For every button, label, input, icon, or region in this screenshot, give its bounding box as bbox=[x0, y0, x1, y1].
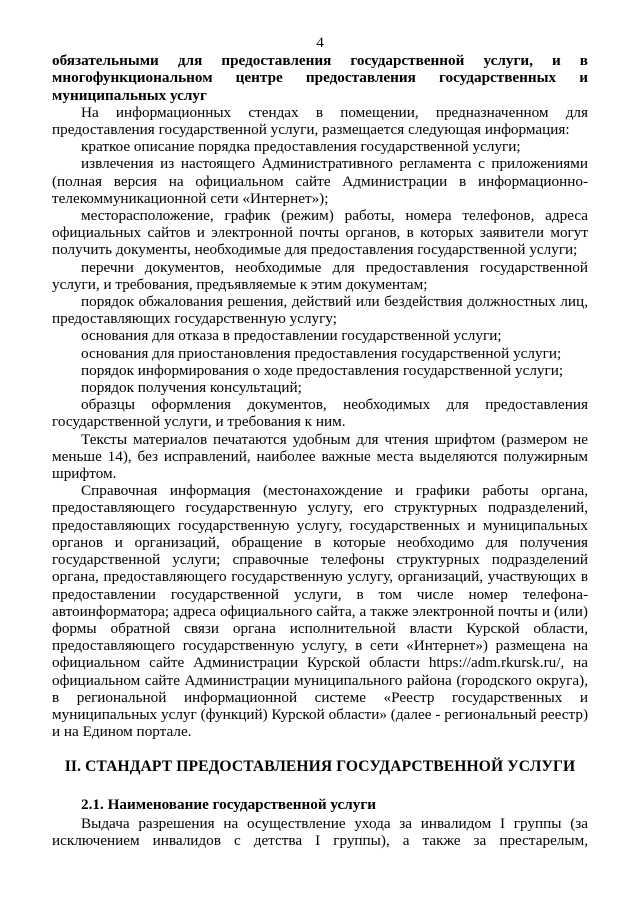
paragraph-text-materials: Тексты материалов печатаются удобным для чтения шрифтом (размером не меньше 14), без исправлений, наиболее важные места выделяются полужирным шрифтом. bbox=[52, 430, 588, 483]
subsection-title: 2.1. Наименование государственной услуги bbox=[81, 795, 377, 813]
paragraph-location-schedule: месторасположение, график (режим) работы, номера телефонов, адреса официальных сайтов и электронной почты органов, в которых заявители могут получить документы, необходимые для предоставления государственной услуги; bbox=[52, 207, 588, 259]
paragraph-reference-info: Справочная информация (местонахождение и графики работы органа, предоставляющего государственную услугу, его структурных подразделений, предоставляющих государственную услугу, государственных и муниципальных органов и организаций, обращение в которые необходимо для получения государственной услуги; справочные телефоны структурных подразделений органа, предоставляющего государственную услугу, организаций, участвующих в предоставлении государственной услуги, в том числе номер телефона-автоинформатора; адреса официального сайта, а также электронной почты и (или) формы обратной связи органа исполнительной власти Курской области, предоставляющего государственную услугу, в сети «Интернет») размещена на официальном сайте Администрации Курской области https://adm.rkursk.ru/, на официальном сайте Администрации муниципального района (городского округа), в региональной информационной системе «Реестр государственных и муниципальных услуг (функций) Курской области» (далее - региональный реестр) и на Едином портале. bbox=[52, 482, 588, 741]
section-title: II. СТАНДАРТ ПРЕДОСТАВЛЕНИЯ ГОСУДАРСТВЕННОЙ УСЛУГИ bbox=[64, 758, 576, 776]
paragraph-service-name: Выдача разрешения на осуществление ухода за инвалидом I группы (за исключением инвалидов с детства I группы), а также за престарелым, bbox=[52, 814, 588, 849]
page-number: 4 bbox=[316, 34, 324, 51]
paragraph-document-lists: перечни документов, необходимые для предоставления государственной услуги, и требования, предъявляемые к этим документам; bbox=[52, 258, 588, 293]
paragraph-suspension-grounds: основания для приостановления предоставления государственной услуги; bbox=[81, 344, 562, 362]
intro-bold-text: обязательными для предоставления государственной услуги, и в многофункциональном центре предоставления государственных и муниципальных услуг bbox=[52, 52, 588, 104]
paragraph-info-stands: На информационных стендах в помещении, предназначенном для предоставления государственной услуги, размещается следующая информация: bbox=[52, 103, 588, 139]
paragraph-refusal-grounds: основания для отказа в предоставлении государственной услуги; bbox=[81, 327, 502, 345]
paragraph-regulation-extracts: извлечения из настоящего Административного регламента с приложениями (полная версия на официальном сайте Администрации в информационно-телекоммуникационной сети «Интернет»); bbox=[52, 155, 588, 207]
paragraph-short-description: краткое описание порядка предоставления государственной услуги; bbox=[81, 138, 521, 156]
paragraph-appeal-procedure: порядок обжалования решения, действий или бездействия должностных лиц, предоставляющих государственную услугу; bbox=[52, 293, 588, 328]
paragraph-progress-info: порядок информирования о ходе предоставления государственной услуги; bbox=[81, 361, 564, 379]
paragraph-document-samples: образцы оформления документов, необходимых для предоставления государственной услуги, и требования к ним. bbox=[52, 396, 588, 431]
paragraph-consultations: порядок получения консультаций; bbox=[81, 379, 302, 397]
